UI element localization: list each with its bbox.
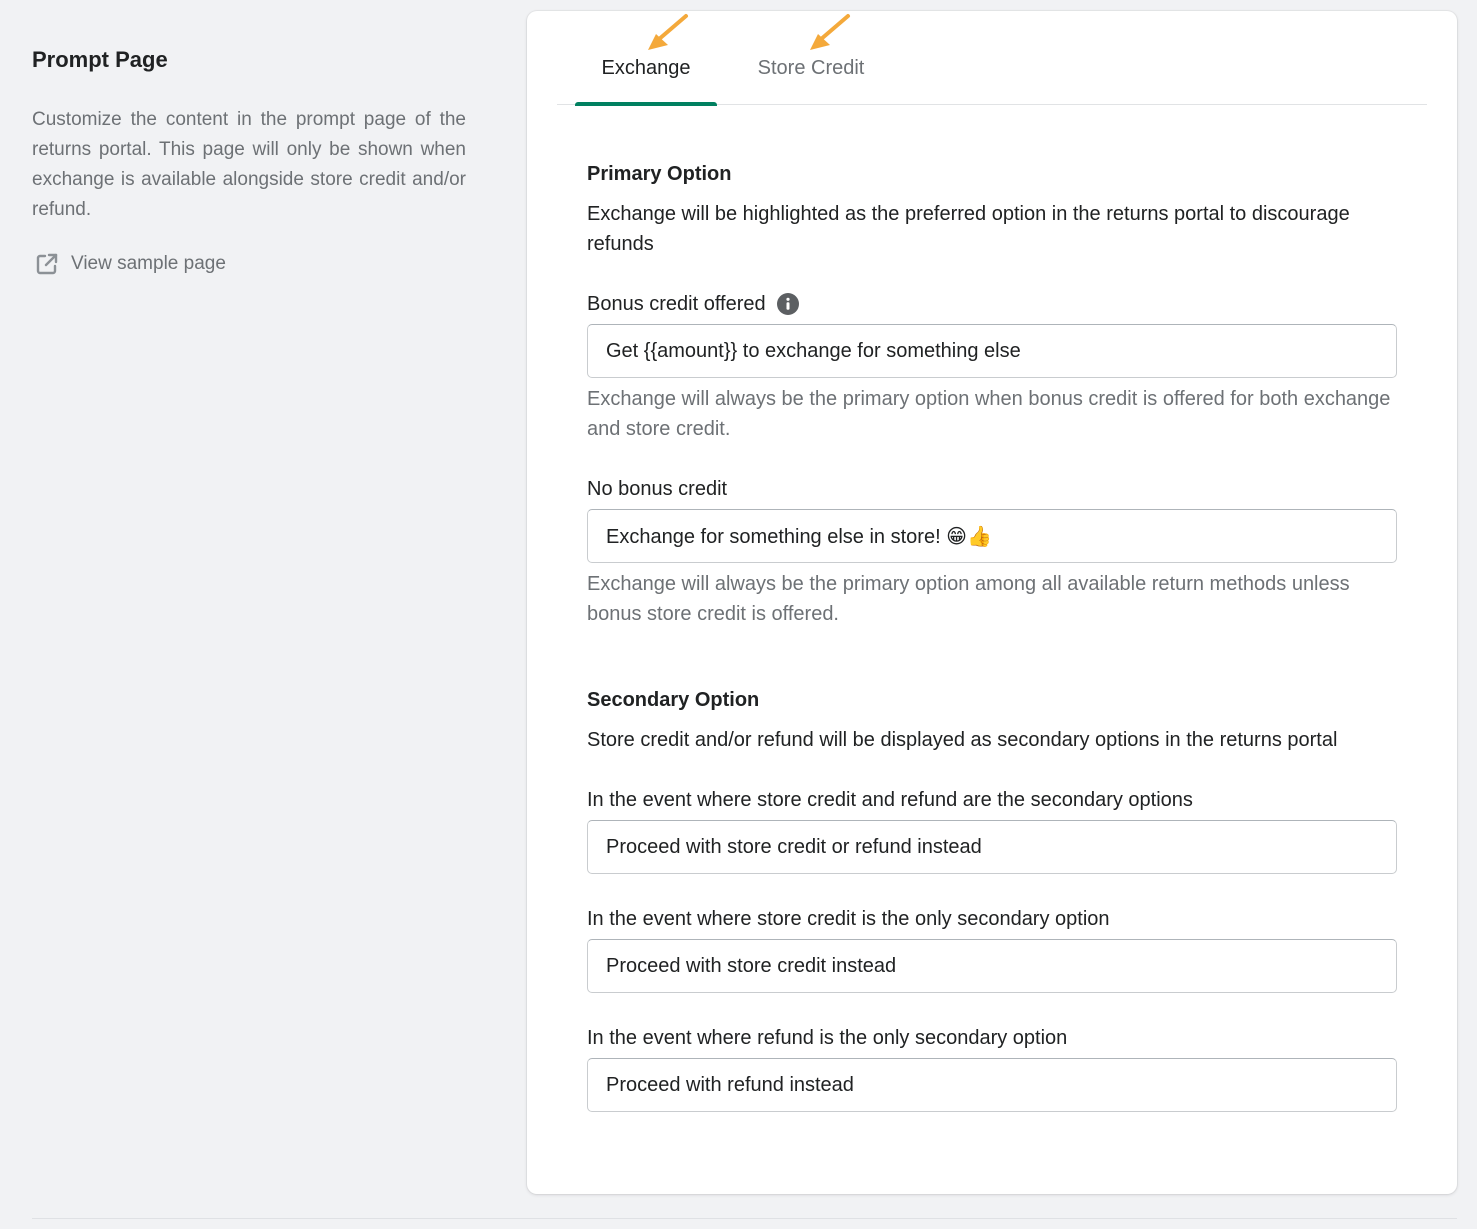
primary-option-description: Exchange will be highlighted as the preferred option in the returns portal to discourage refunds xyxy=(587,203,1350,255)
tab-selected-indicator xyxy=(575,102,717,106)
secondary-option-title: Secondary Option xyxy=(587,689,760,711)
external-link-icon xyxy=(34,251,60,277)
secondary-both-field xyxy=(587,785,1397,874)
tab-exchange-label: Exchange xyxy=(601,57,691,79)
no-bonus-credit-help: Exchange will always be the primary option among all available return methods unless bonus store credit is offered. xyxy=(587,573,1350,625)
bonus-credit-input[interactable] xyxy=(587,324,1397,378)
prompt-page-sidebar xyxy=(32,40,466,279)
secondary-store-credit-label: In the event where store credit is the only secondary option xyxy=(587,908,1110,930)
prompt-settings-card xyxy=(527,11,1457,1194)
secondary-store-credit-field xyxy=(587,904,1397,993)
bonus-credit-label-row xyxy=(587,289,1397,319)
tab-store-credit[interactable] xyxy=(737,11,885,104)
secondary-both-label: In the event where store credit and refund are the secondary options xyxy=(587,789,1193,811)
tab-bar xyxy=(557,11,1427,105)
page-divider xyxy=(32,1218,1457,1219)
secondary-store-credit-input[interactable] xyxy=(587,939,1397,993)
secondary-option-description: Store credit and/or refund will be displayed as secondary options in the returns portal xyxy=(587,729,1338,751)
bonus-credit-label: Bonus credit offered xyxy=(587,293,766,315)
secondary-refund-input[interactable] xyxy=(587,1058,1397,1112)
annotation-arrow-icon xyxy=(806,13,856,55)
tab-store-credit-label: Store Credit xyxy=(757,57,865,79)
page-description: Customize the content in the prompt page of the returns portal. This page will only be shown when exchange is available alongside store credit and/or refund. xyxy=(32,109,466,220)
info-icon[interactable] xyxy=(777,293,799,315)
secondary-refund-label: In the event where refund is the only secondary option xyxy=(587,1027,1068,1049)
bonus-credit-help: Exchange will always be the primary option when bonus credit is offered for both exchange and store credit. xyxy=(587,388,1391,440)
no-bonus-credit-field xyxy=(587,474,1397,629)
no-bonus-credit-input[interactable] xyxy=(587,509,1397,563)
view-sample-page-label: View sample page xyxy=(71,253,226,274)
page-title: Prompt Page xyxy=(32,47,168,72)
annotation-arrow-icon xyxy=(644,13,694,55)
secondary-option-section xyxy=(587,683,1397,1112)
secondary-refund-field xyxy=(587,1023,1397,1112)
tab-panel-exchange xyxy=(587,157,1397,1112)
primary-option-title: Primary Option xyxy=(587,163,732,185)
tab-exchange[interactable] xyxy=(575,11,717,104)
view-sample-page-link[interactable] xyxy=(32,249,226,279)
bonus-credit-field xyxy=(587,289,1397,444)
no-bonus-credit-label: No bonus credit xyxy=(587,478,728,500)
secondary-both-input[interactable] xyxy=(587,820,1397,874)
